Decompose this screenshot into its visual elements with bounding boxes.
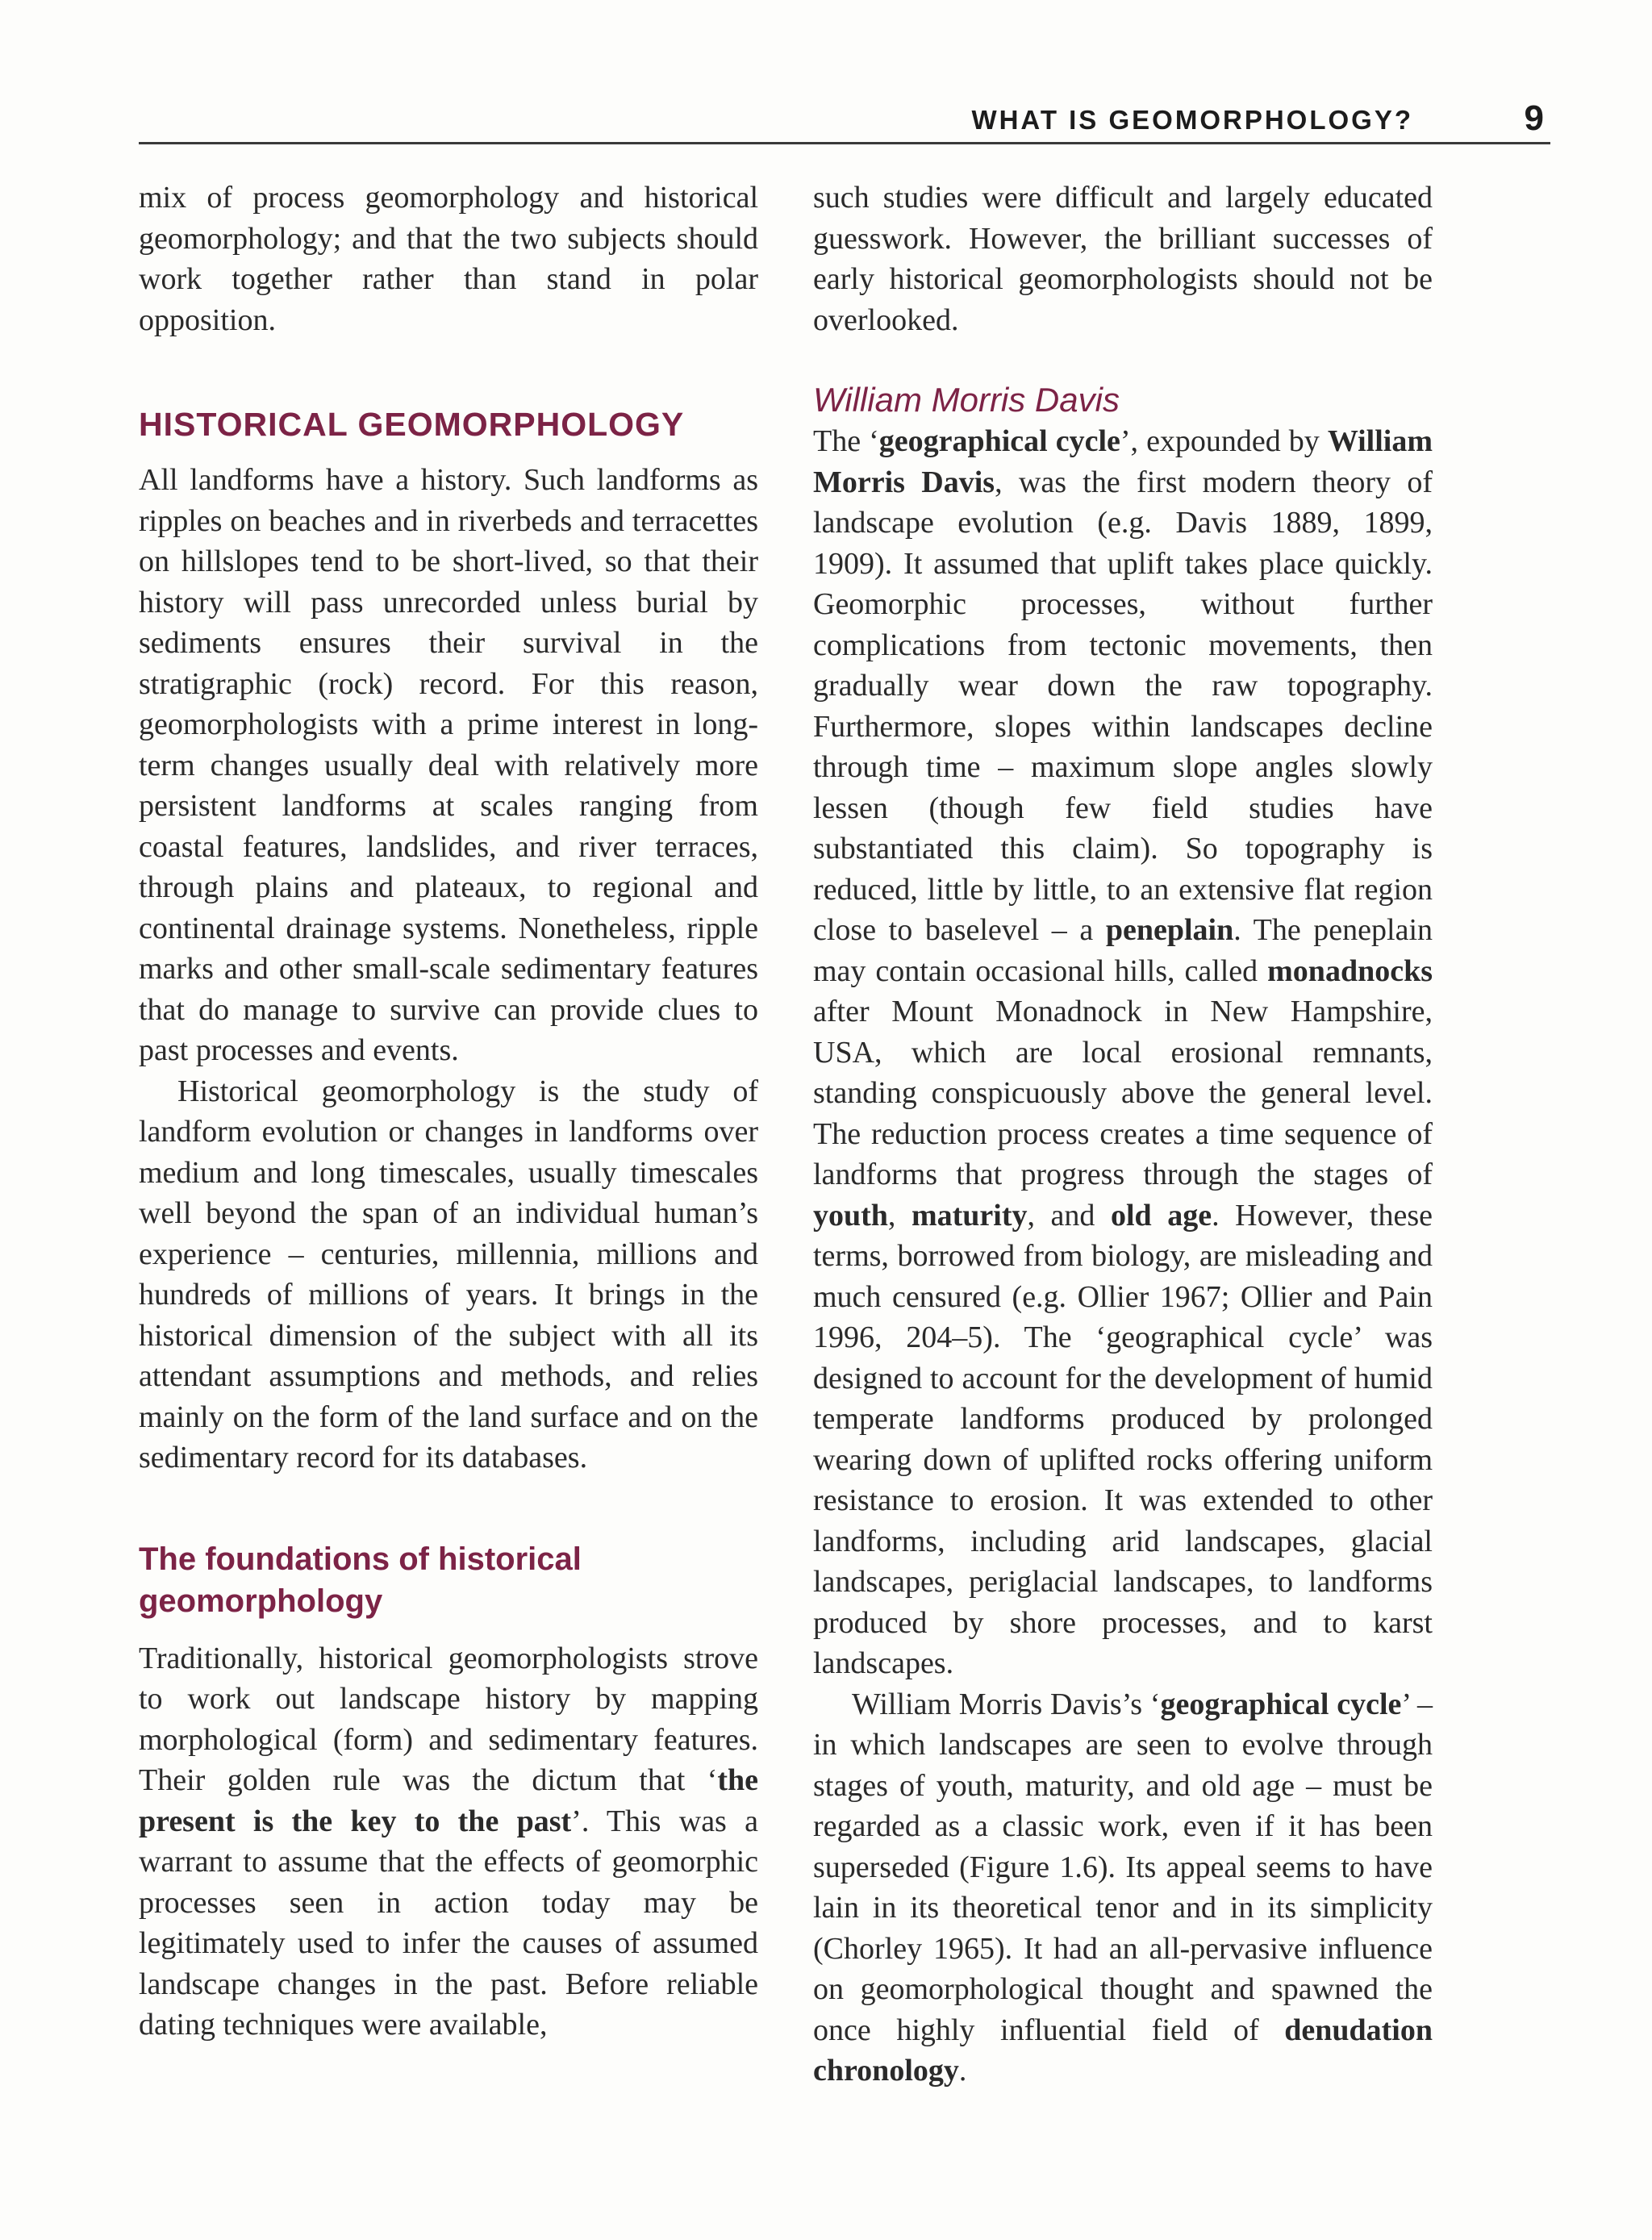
subheading-davis: William Morris Davis — [813, 381, 1120, 419]
paragraph-geographical-cycle: The ‘geographical cycle’, expounded by William Morris Davis, was the first modern theory of landscape evolution (e.g. Davis 1889, 1899, 1909). It assumed that uplift takes place quickly. Geomorphic processes, without further complications from tectonic movements, then gradually wear down the raw topography. Furthermore, slopes within landscapes decline through time – maximum slope angles slowly lessen (though few field studies have substantiated this claim). So topography is reduced, little by little, to an extensive flat region close to baselevel – a peneplain. The peneplain may contain occasional hills, called monadnocks after Mount Monadnock in New Hampshire, USA, which are local erosional remnants, standing conspicuously above the general level. The reduction process creates a time sequence of landforms that progress through the stages of youth, maturity, and old age. However, these terms, borrowed from biology, are misleading and much censured (e.g. Ollier 1967; Ollier and Pain 1996, 204–5). The ‘geographical cycle’ was designed to account for the development of humid temperate landforms produced by prolonged wearing down of uplifted rocks offering uniform resistance to erosion. It was extended to other landforms, including arid landscapes, glacial landscapes, periglacial landscapes, to landforms produced by shore processes, and to karst landscapes. — [813, 424, 1433, 1680]
page-number: 9 — [1524, 98, 1544, 138]
header-rule — [139, 142, 1550, 144]
paragraph-classic-work: William Morris Davis’s ‘geographical cycle’ – in which landscapes are seen to evolve through stages of youth, maturity, and old age – must be regarded as a classic work, even if it has been superseded (Figure 1.6). Its appeal seems to have lain in its theoretical tenor and in its simplicity (Chorley 1965). It had an all-pervasive influence on geomorphological thought and spawned the once highly influential field of denudation chronology. — [813, 1687, 1433, 2088]
paragraph-historical-definition: Historical geomorphology is the study of landform evolution or changes in landforms over medium and long timescales, usually timescales well beyond the span of an individual human’s experience – centuries, millennia, millions and hundreds of millions of years. It brings in the historical dimension of the subject with all its attendant assumptions and methods, and relies mainly on the form of the land surface and on the sedimentary record for its databases. — [139, 1074, 758, 1475]
section-heading: HISTORICAL GEOMORPHOLOGY — [139, 406, 685, 443]
running-head — [139, 98, 1550, 142]
intro-paragraph: mix of process geomorphology and historical geomorphology; and that the two subjects should work together rather than stand in polar opposition. — [139, 181, 758, 337]
running-title: WHAT IS GEOMORPHOLOGY? — [971, 105, 1413, 135]
subsection-heading: The foundations of historical geomorphology — [139, 1541, 582, 1619]
paragraph-foundations: Traditionally, historical geomorphologists strove to work out landscape history by mapping morphological (form) and sedimentary features. Their golden rule was the dictum that ‘the present is the key to the past’. This was a warrant to assume that the effects of geomorphic processes seen in action today may be legitimately used to infer the causes of assumed landscape changes in the past. Before reliable dating techniques were available, — [139, 1641, 758, 2042]
left-column — [139, 177, 758, 2046]
paragraph-landforms-history: All landforms have a history. Such landforms as ripples on beaches and in riverbeds and terracettes on hillslopes tend to be short-lived, so that their history will pass unrecorded unless burial by sediments ensures their survival in the stratigraphic (rock) record. For this reason, geomorphologists with a prime interest in long-term changes usually deal with relatively more persistent landforms at scales ranging from coastal features, landslides, and river terraces, through plains and plateaux, to regional and continental drainage systems. Nonetheless, ripple marks and other small-scale sedimentary features that do manage to survive can provide clues to past processes and events. — [139, 463, 758, 1067]
continued-paragraph: such studies were difficult and largely educated guesswork. However, the brilliant successes of early historical geomorphologists should not be overlooked. — [813, 181, 1433, 337]
right-column — [813, 177, 1433, 2092]
